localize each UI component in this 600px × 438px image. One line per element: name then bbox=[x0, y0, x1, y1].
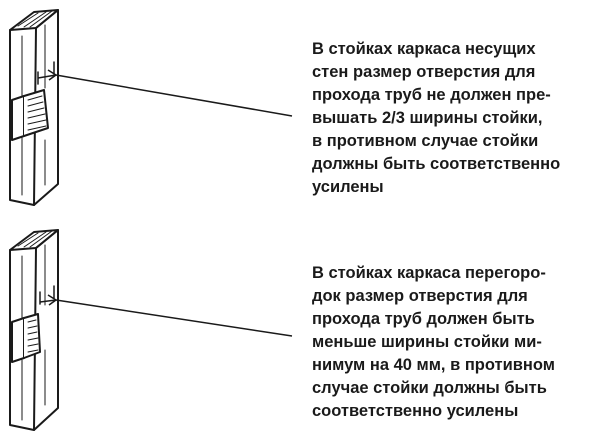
caption-partition bbox=[312, 262, 596, 423]
caption-load-bearing bbox=[312, 38, 596, 199]
caption-line: док размер отверстия для bbox=[312, 287, 528, 305]
caption-line: соответственно усилены bbox=[312, 402, 519, 420]
leader-line-bottom bbox=[40, 295, 292, 336]
caption-line: случае стойки должны быть bbox=[312, 379, 547, 397]
caption-line: в противном случае стойки bbox=[312, 132, 539, 150]
caption-line: В стойках каркаса перегоро- bbox=[312, 264, 546, 282]
caption-line: прохода труб не должен пре- bbox=[312, 86, 551, 104]
stud-notch bbox=[12, 96, 24, 140]
stud-notch-side bbox=[24, 90, 48, 136]
stud-notch bbox=[12, 318, 24, 362]
caption-line: должны быть соответственно bbox=[312, 155, 561, 173]
caption-line: усилены bbox=[312, 178, 384, 196]
partition-stud bbox=[10, 230, 58, 430]
caption-line: В стойках каркаса несущих bbox=[312, 40, 536, 58]
caption-line: меньше ширины стойки ми- bbox=[312, 333, 542, 351]
caption-line: стен размер отверстия для bbox=[312, 63, 536, 81]
caption-line: вышать 2/3 ширины стойки, bbox=[312, 109, 543, 127]
load-bearing-stud bbox=[10, 10, 58, 205]
caption-line: прохода труб должен быть bbox=[312, 310, 535, 328]
leader-line-top bbox=[38, 70, 292, 116]
caption-line: нимум на 40 мм, в противном bbox=[312, 356, 555, 374]
